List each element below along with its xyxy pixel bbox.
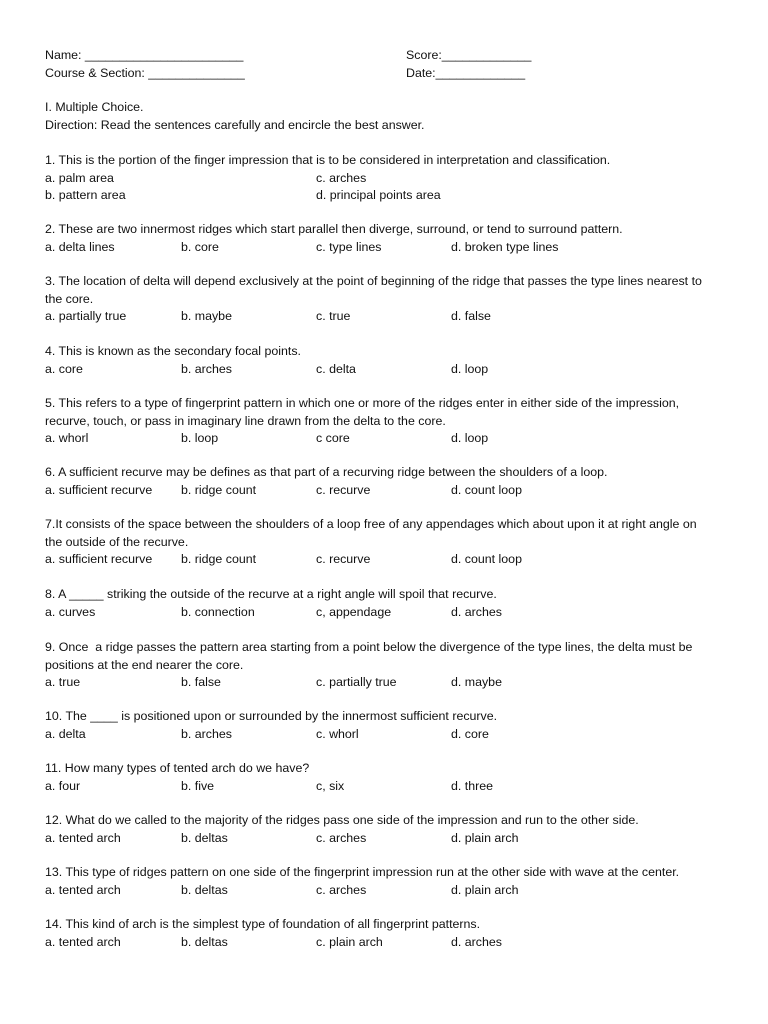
answer-option[interactable]: a. tented arch — [45, 934, 121, 949]
answer-option[interactable]: a. sufficient recurve — [45, 482, 153, 497]
answer-option[interactable]: a. tented arch — [45, 830, 121, 845]
answer-option[interactable]: c. type lines — [316, 239, 382, 254]
answer-option[interactable]: c. plain arch — [316, 934, 383, 949]
answer-option[interactable]: d. arches — [451, 934, 502, 949]
answer-option[interactable]: c. recurve — [316, 482, 371, 497]
question-text: 13. This type of ridges pattern on one side of the fingerprint impression run at the other side with wave at the center. — [45, 865, 680, 879]
answer-option[interactable]: b. arches — [181, 361, 232, 376]
answer-option[interactable]: b. ridge count — [181, 482, 257, 497]
section-title: I. Multiple Choice. — [45, 100, 144, 114]
answer-option[interactable]: a. whorl — [45, 431, 89, 445]
answer-option[interactable]: d. plain arch — [451, 882, 519, 897]
answer-option[interactable]: c. arches — [316, 882, 367, 897]
question-text: 7.It consists of the space between the shoulders of a loop free of any appendages which about upon it at right angle on — [45, 517, 697, 531]
question-text: 6. A sufficient recurve may be defines as that part of a recurving ridge between the shoulders of a loop. — [45, 465, 608, 479]
question-text: 14. This kind of arch is the simplest type of foundation of all fingerprint patterns. — [45, 917, 481, 931]
answer-option[interactable]: c. whorl — [316, 726, 359, 741]
question-text: recurve, touch, or pass in imaginary line drawn from the delta to the core. — [45, 413, 446, 428]
answer-option[interactable]: b. maybe — [181, 309, 232, 323]
answer-option[interactable]: c, six — [316, 778, 345, 793]
answer-option[interactable]: a. delta — [45, 726, 86, 741]
answer-option[interactable]: d. count loop — [451, 552, 522, 566]
answer-option[interactable]: a. four — [45, 778, 81, 793]
answer-option[interactable]: d. core — [451, 726, 489, 741]
answer-option[interactable]: c. partially true — [316, 675, 397, 689]
answer-option[interactable]: b. core — [181, 239, 219, 254]
answer-option[interactable]: d. maybe — [451, 675, 502, 689]
answer-option[interactable]: c. arches — [316, 170, 367, 185]
answer-option[interactable]: d. three — [451, 778, 494, 793]
answer-option[interactable]: b. false — [181, 675, 221, 689]
question-text: 1. This is the portion of the finger impression that is to be considered in interpretation and classification. — [45, 153, 611, 167]
answer-option[interactable]: a. core — [45, 361, 83, 376]
answer-option[interactable]: d. arches — [451, 604, 502, 619]
answer-option[interactable]: a. true — [45, 675, 81, 689]
answer-option[interactable]: b. arches — [181, 726, 232, 741]
question-text: the outside of the recurve. — [45, 534, 189, 549]
answer-option[interactable]: b. deltas — [181, 934, 228, 949]
answer-option[interactable]: c. true — [316, 309, 351, 323]
answer-option[interactable]: d. loop — [451, 361, 489, 376]
answer-option[interactable]: d. principal points area — [316, 188, 441, 202]
question-text: 8. A _____ striking the outside of the recurve at a right angle will spoil that recurve. — [45, 587, 497, 601]
answer-option[interactable]: d. false — [451, 309, 491, 323]
question-text: 2. These are two innermost ridges which start parallel then diverge, surround, or tend to surround pattern. — [45, 222, 623, 236]
answer-option[interactable]: a. palm area — [45, 170, 114, 185]
answer-option[interactable]: a. sufficient recurve — [45, 552, 153, 566]
answer-option[interactable]: a. tented arch — [45, 882, 121, 897]
course-section-field: Course & Section: ______________ — [45, 66, 245, 80]
answer-option[interactable]: a. delta lines — [45, 239, 115, 254]
section-direction: Direction: Read the sentences carefully and encircle the best answer. — [45, 118, 425, 132]
answer-option[interactable]: b. deltas — [181, 882, 228, 897]
answer-option[interactable]: c. recurve — [316, 552, 371, 566]
question-text: 10. The ____ is positioned upon or surrounded by the innermost sufficient recurve. — [45, 709, 498, 723]
answer-option[interactable]: b. loop — [181, 431, 219, 445]
answer-option[interactable]: c core — [316, 431, 350, 445]
answer-option[interactable]: b. deltas — [181, 830, 228, 845]
question-text: 5. This refers to a type of fingerprint pattern in which one or more of the ridges enter in either side of the impression, — [45, 396, 680, 410]
score-field: Score:_____________ — [406, 48, 532, 62]
answer-option[interactable]: d. loop — [451, 431, 489, 445]
question-text: 11. How many types of tented arch do we have? — [45, 761, 310, 775]
answer-option[interactable]: b. five — [181, 778, 215, 793]
answer-option[interactable]: d. broken type lines — [451, 239, 559, 254]
question-text: 3. The location of delta will depend exclusively at the point of beginning of the ridge that passes the type lines nearest to — [45, 274, 702, 288]
answer-option[interactable]: c, appendage — [316, 604, 392, 619]
question-text: 9. Once a ridge passes the pattern area starting from a point below the divergence of the type lines, the delta must be — [45, 640, 693, 654]
question-text: positions at the end nearer the core. — [45, 657, 244, 672]
answer-option[interactable]: d. count loop — [451, 482, 522, 497]
answer-option[interactable]: b. connection — [181, 604, 255, 619]
answer-option[interactable]: a. curves — [45, 604, 96, 619]
question-text: 4. This is known as the secondary focal points. — [45, 344, 301, 358]
date-field: Date:_____________ — [406, 66, 526, 80]
name-field: Name: _______________________ — [45, 48, 244, 62]
question-text: 12. What do we called to the majority of the ridges pass one side of the impression and run to the other side. — [45, 813, 639, 827]
answer-option[interactable]: d. plain arch — [451, 830, 519, 845]
answer-option[interactable]: b. pattern area — [45, 188, 126, 202]
answer-option[interactable]: c. arches — [316, 830, 367, 845]
answer-option[interactable]: a. partially true — [45, 309, 127, 323]
answer-option[interactable]: b. ridge count — [181, 552, 257, 566]
question-text: the core. — [45, 291, 94, 306]
answer-option[interactable]: c. delta — [316, 361, 356, 376]
